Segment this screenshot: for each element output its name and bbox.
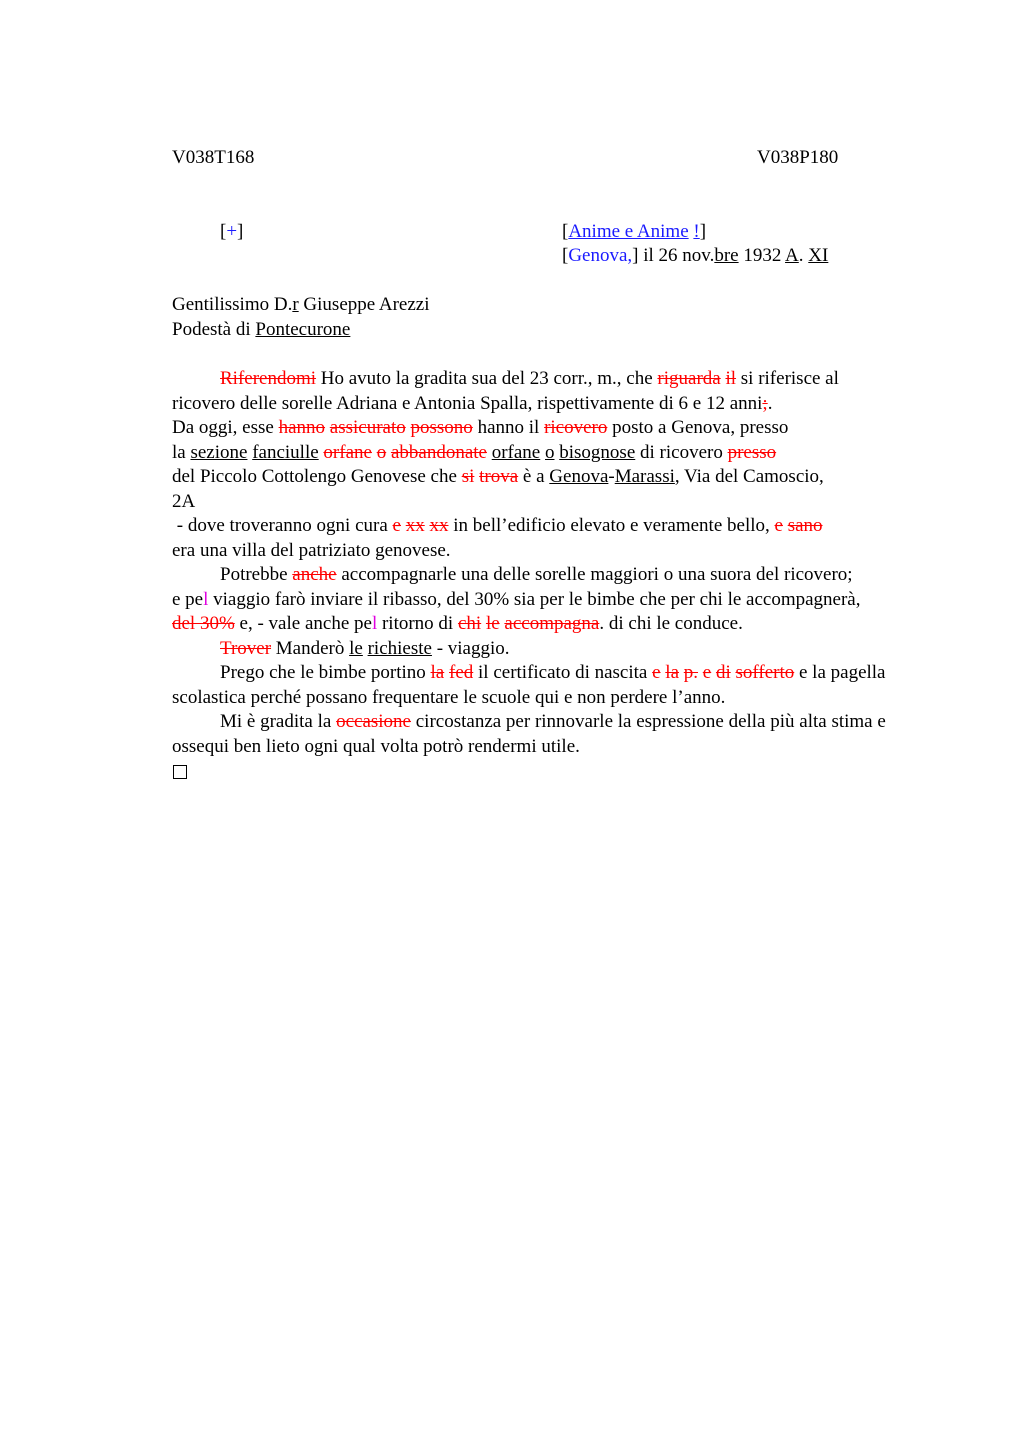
date-year: 1932 — [738, 245, 786, 266]
place-underlined: Pontecurone — [255, 319, 351, 340]
bracket-close: ] — [237, 221, 244, 242]
text: Da oggi, esse — [172, 417, 279, 438]
deleted-text: accompagna — [504, 613, 600, 634]
deleted-text: chi — [457, 613, 482, 634]
plus-link[interactable]: + — [226, 221, 238, 242]
inserted-letter: l — [203, 588, 209, 610]
text: e, - vale anche pe — [234, 613, 372, 634]
end-box-icon — [173, 765, 187, 779]
deleted-text: e — [652, 662, 661, 683]
deleted-text: del 30% — [172, 613, 235, 634]
text: del Piccolo Cottolengo Genovese che — [172, 466, 462, 487]
text: Manderò — [271, 637, 350, 659]
deleted-text: p. — [683, 662, 699, 683]
paragraph-3 — [172, 637, 887, 662]
place-date-line — [562, 244, 828, 269]
paragraph-2-line-c — [172, 612, 887, 637]
letter-title — [562, 220, 706, 245]
deleted-text: xx — [405, 515, 425, 536]
underlined-text: Genova — [549, 466, 609, 487]
text: accompagnarle una delle sorelle maggiori o una suora del ricovero; — [336, 564, 853, 585]
era-letter: A — [785, 245, 799, 266]
text: ritorno di — [377, 613, 458, 634]
text: hanno il — [472, 417, 545, 438]
end-mark-line — [172, 759, 887, 787]
text: la — [172, 441, 191, 463]
underlined-text: richieste — [367, 637, 432, 659]
paragraph-1-line-a — [172, 367, 887, 416]
deleted-text: assicurato — [329, 417, 406, 438]
text: e pe — [172, 588, 204, 610]
deleted-text: sano — [787, 515, 823, 536]
text-underlined: r — [292, 294, 299, 315]
letter-body — [172, 367, 887, 787]
underlined-text: bisognose — [559, 441, 636, 463]
deleted-text: possono — [410, 417, 473, 438]
text: di ricovero — [635, 441, 728, 463]
deleted-text: o — [376, 441, 387, 463]
bracket-open: [ — [562, 245, 569, 266]
dot: . — [798, 245, 809, 266]
deleted-text: e — [392, 515, 401, 536]
text: - viaggio. — [431, 637, 510, 659]
bracket-close: ] — [699, 221, 707, 242]
paragraph-2-line-a — [172, 563, 887, 588]
deleted-text: il — [725, 368, 737, 389]
header-left-code: V038T168 — [172, 147, 255, 168]
underlined-text: sezione — [190, 441, 248, 463]
deleted-text: orfane — [323, 441, 372, 463]
text: e la pagella scolastica perché possano frequentare le scuole qui e non perdere l’anno. — [172, 662, 886, 708]
underlined-text: o — [545, 441, 555, 463]
addressee-line-2 — [172, 318, 350, 343]
paragraph-2-line-b — [172, 588, 887, 613]
text: - — [608, 466, 615, 487]
paragraph-1-line-c — [172, 441, 887, 466]
deleted-text: ; — [762, 392, 768, 414]
deleted-text: e — [774, 515, 783, 536]
paragraph-1-line-b — [172, 416, 887, 441]
text: viaggio farò inviare il ribasso, del 30% sia per le bimbe che per chi le accompagnerà, — [208, 588, 861, 610]
era-year: XI — [808, 245, 829, 266]
text: circostanza per rinnovarle la espressione della più alta stima e ossequi ben lieto ogni qual volta potrò rendermi utile. — [172, 711, 886, 757]
text: . — [767, 392, 773, 414]
deleted-text: fed — [449, 662, 474, 683]
deleted-text: hanno — [278, 417, 326, 438]
underlined-text: Marassi — [614, 466, 675, 487]
text: in bell’edificio elevato e veramente bello, — [448, 515, 775, 536]
title-link[interactable]: Anime e Anime — [568, 221, 689, 242]
text: Prego che le bimbe portino — [220, 662, 431, 683]
paragraph-1-line-f — [172, 514, 887, 539]
paragraph-5 — [172, 710, 887, 759]
place-name: Genova, — [568, 245, 633, 266]
bracket-close: ] — [632, 245, 639, 266]
text: Podestà di — [172, 319, 256, 340]
paragraph-4 — [172, 661, 887, 710]
deleted-text: sofferto — [735, 662, 795, 683]
text: 2A — [172, 490, 196, 512]
underlined-text: le — [349, 637, 363, 659]
deleted-text: si — [461, 466, 475, 487]
paragraph-1-line-g — [172, 539, 887, 564]
text: era una villa del patriziato genovese. — [172, 539, 451, 561]
inserted-letter: l — [371, 613, 378, 634]
underlined-text: fanciulle — [252, 441, 319, 463]
deleted-text: di — [715, 662, 731, 683]
deleted-text: presso — [727, 441, 777, 463]
addressee-line-1 — [172, 293, 430, 318]
text: Potrebbe — [220, 564, 293, 585]
text: , Via del Camoscio, — [674, 466, 824, 487]
deleted-text: abbandonate — [390, 441, 487, 463]
paragraph-1-line-e — [172, 490, 887, 515]
text: il certificato di nascita — [473, 662, 653, 683]
text: Mi è gradita la — [220, 711, 337, 732]
text: è a — [518, 466, 550, 487]
date-text: il 26 nov. — [638, 245, 715, 266]
text: Giuseppe Arezzi — [298, 294, 430, 315]
deleted-text: trova — [479, 466, 519, 487]
header-right-code: V038P180 — [757, 147, 839, 168]
title-excl-link[interactable]: ! — [693, 221, 700, 242]
text: . di chi le conduce. — [599, 613, 743, 634]
deleted-text: e — [702, 662, 712, 683]
deleted-text: ricovero — [544, 417, 608, 438]
bracket-open: [ — [562, 221, 569, 242]
text: - dove troveranno ogni cura — [172, 515, 393, 536]
text: si riferisce al ricovero delle sorelle Adriana e Antonia Spalla, rispettivamente di 6 e 12 anni — [172, 368, 839, 414]
deleted-text: la — [665, 662, 680, 683]
date-superscript: bre — [714, 245, 739, 266]
deleted-text: xx — [429, 515, 449, 536]
deleted-text: Riferendomi — [220, 368, 317, 389]
deleted-text: anche — [292, 564, 337, 585]
text: Ho avuto la gradita sua del 23 corr., m., che — [316, 368, 658, 389]
paragraph-1-line-d — [172, 465, 887, 490]
underlined-text: orfane — [491, 441, 541, 463]
deleted-text: Trover — [220, 637, 272, 659]
deleted-text: riguarda — [657, 368, 721, 389]
text: Gentilissimo D. — [172, 294, 293, 315]
plus-marker — [220, 220, 243, 245]
deleted-text: la — [430, 662, 445, 683]
deleted-text: le — [485, 613, 500, 634]
bracket-open: [ — [220, 221, 227, 242]
text: posto a Genova, presso — [607, 417, 789, 438]
deleted-text: occasione — [336, 711, 411, 732]
